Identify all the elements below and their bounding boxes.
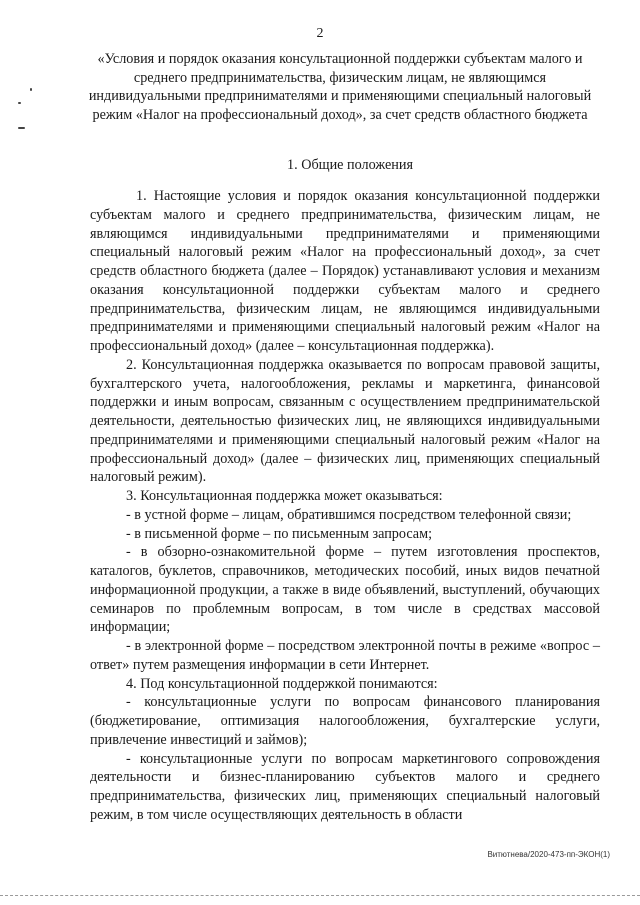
scan-mark-upper: [18, 102, 21, 104]
list-item-oral: - в устной форме – лицам, обратившимся посредством телефонной связи;: [126, 506, 572, 523]
list-item-marketing: - консультационные услуги по вопросам маркетингового сопровождения деятельности и бизнес-планированию субъектов малого и среднего предпринимательства, физических лиц, применяющих специальный налоговый режим, в том числе осуществляющих деятельность в области: [90, 750, 600, 823]
document-code: Витютнева/2020-473-пп-ЭКОН(1): [487, 850, 610, 859]
scan-mark-lower: [18, 127, 25, 129]
list-item-written: - в письменной форме – по письменным запросам;: [126, 525, 433, 542]
paragraph-3: 3. Консультационная поддержка может оказываться:: [126, 488, 443, 504]
list-item-electronic: - в электронной форме – посредством электронной почты в режиме «вопрос – ответ» путем размещения информации в сети Интернет.: [90, 638, 600, 673]
document-body: [90, 187, 600, 825]
list-item-financial: - консультационные услуги по вопросам финансового планирования (бюджетирование, оптимизация налогообложения, бухгалтерские услуги, привлечение инвестиций и займов);: [90, 694, 600, 748]
paragraph-1: 1. Настоящие условия и порядок оказания консультационной поддержки субъектам малого и среднего предпринимательства, физическим лицам, не являющимся индивидуальными предпринимателями и применяющими специальный налоговый режим «Налог на профессиональный доход», за счет средств областного бюджета (далее – Порядок) устанавливают условия и механизм оказания консультационной поддержки субъектам малого и среднего предпринимательства, физическим лицам, не являющимся индивидуальными предпринимателями и применяющими специальный налоговый режим «Налог на профессиональный доход» (далее – консультационная поддержка).: [90, 188, 600, 354]
paragraph-4: 4. Под консультационной поддержкой понимаются:: [126, 675, 438, 692]
list-item-informational: - в обзорно-ознакомительной форме – путем изготовления проспектов, каталогов, буклетов, справочников, методических пособий, иных видов печатной информационной продукции, а также в виде объявлений, выступлений, обучающих семинаров по проблемным вопросам, в том числе в средствах массовой информации;: [90, 544, 600, 636]
paragraph-2: 2. Консультационная поддержка оказывается по вопросам правовой защиты, бухгалтерского учета, налогообложения, рекламы и маркетинга, финансовой поддержки и иным вопросам, связанным с осуществлением предпринимательской деятельности, деятельностью физических лиц, не являющихся индивидуальными предпринимателями и применяющими специальный налоговый режим «Налог на профессиональный доход» (далее – физических лиц, применяющих специальный налоговый режим).: [90, 356, 600, 486]
section-heading: 1. Общие положения: [287, 157, 413, 173]
scan-border-line: [0, 895, 640, 896]
scan-mark-upper-dot: [30, 88, 32, 91]
page-number: 2: [316, 26, 324, 41]
document-title: «Условия и порядок оказания консультационной поддержки субъектам малого и среднего предпринимательства, физическим лицам, не являющимся индивидуальными предпринимателями и применяющими специальный налоговый режим «Налог на профессиональный доход», за счет средств областного бюджета: [88, 51, 592, 123]
